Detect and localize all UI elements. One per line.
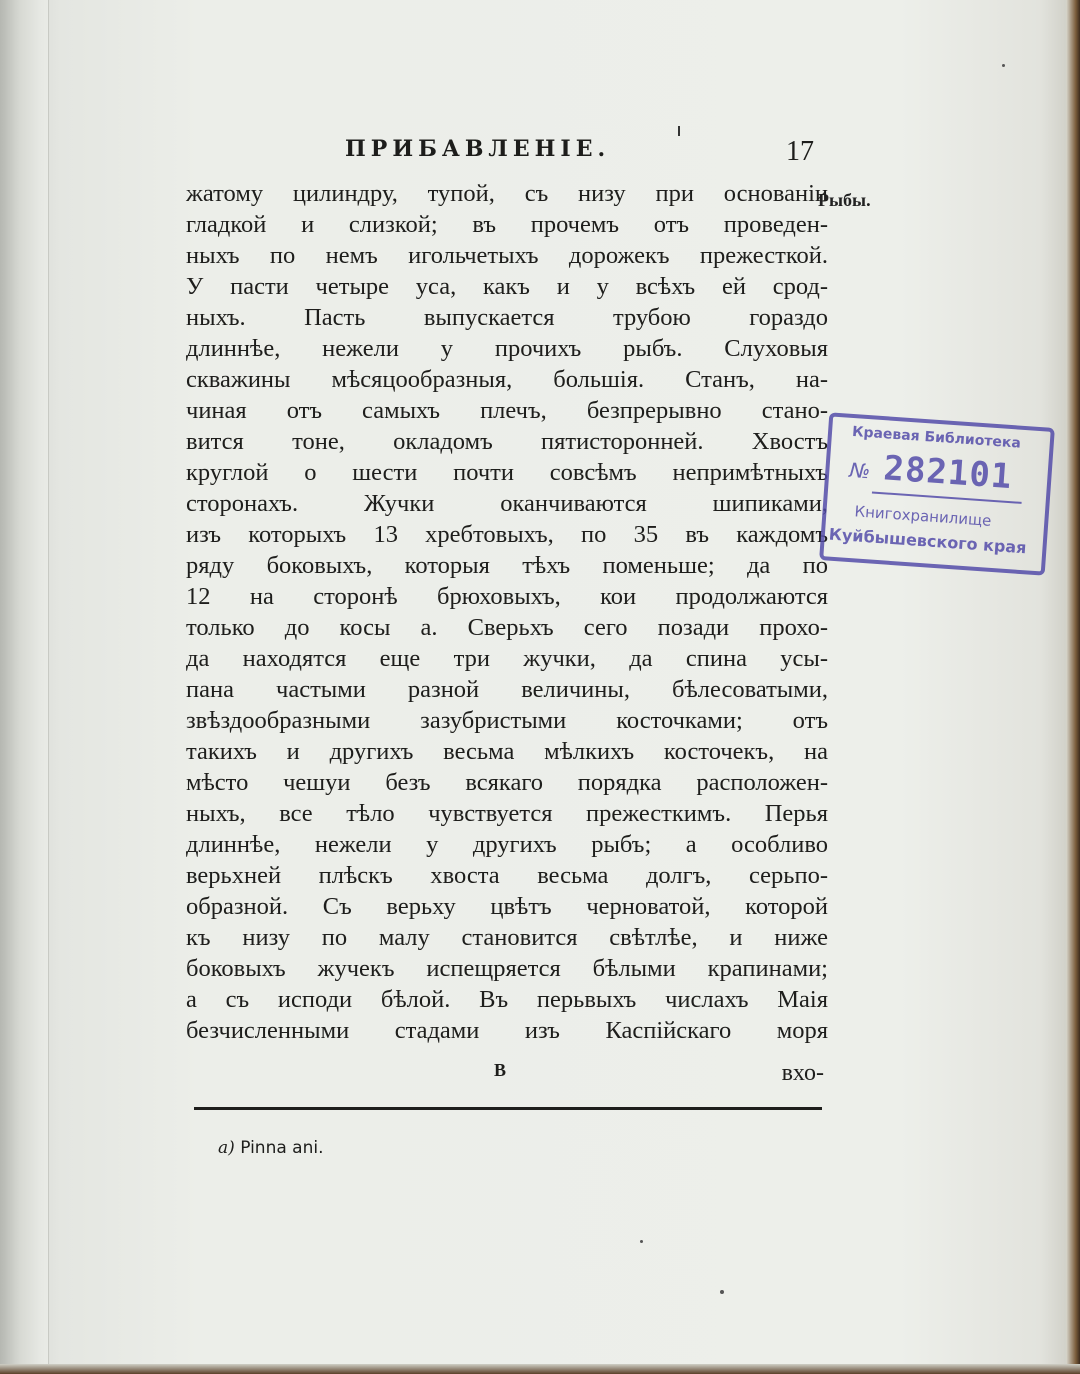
stamp-depository: Книгохранилище [853, 502, 992, 530]
footnote [218, 1138, 323, 1158]
text-line: только до косы a. Сверьхъ сего позади прохо- [186, 614, 828, 641]
text-line: а съ исподи бѣлой. Въ перьвыхъ числахъ Маія [186, 986, 828, 1013]
text-line: къ низу по малу становится свѣтлѣе, и ниже [186, 924, 828, 951]
footnote-text: Pinna ani. [240, 1138, 324, 1158]
text-line: ныхъ. Пасть выпускается трубою гораздо [186, 304, 828, 331]
margin-note: Рыбы. [818, 190, 871, 210]
stamp-number-label: № [848, 457, 872, 484]
text-line: безчисленными стадами изъ Каспійскаго моря [186, 1017, 828, 1044]
print-mark [678, 126, 680, 136]
text-line: образной. Съ верьху цвѣтъ черноватой, которой [186, 893, 828, 920]
catchword-row [186, 1060, 828, 1090]
text-line: длиннѣе, нежели у другихъ рыбъ; а особливо [186, 831, 828, 858]
text-line: такихъ и другихъ весьма мѣлкихъ косточекъ, на [186, 738, 828, 765]
text-line: пана частыми разной величины, бѣлесоватыми, [186, 676, 828, 703]
stamp-inventory-number: 282101 [882, 448, 1014, 498]
text-line: У пасти четыре уса, какъ и у всѣхъ ей срод- [186, 273, 828, 300]
body-text [186, 178, 828, 1046]
text-line: гладкой и слизкой; въ прочемъ отъ проведен- [186, 211, 828, 238]
text-line: вится тоне, окладомъ пятисторонней. Хвостъ [186, 428, 828, 455]
text-line: сторонахъ. Жучки оканчиваются шипиками, [186, 490, 828, 517]
signature-mark: B [494, 1060, 507, 1080]
page-edge-bottom [0, 1364, 1080, 1374]
catchword: вхо- [781, 1060, 824, 1086]
library-stamp [819, 412, 1055, 575]
text-line: боковыхъ жучекъ испещряется бѣлыми крапинами; [186, 955, 828, 982]
book-spine [0, 0, 49, 1374]
text-line: звѣздообразными зазубристыми косточками; отъ [186, 707, 828, 734]
paper-speck [640, 1240, 643, 1243]
text-line: ряду боковыхъ, которыя тѣхъ поменьше; да по [186, 552, 828, 579]
text-line: да находятся еще три жучки, да спина усы- [186, 645, 828, 672]
text-line: ныхъ по немъ игольчетыхъ дорожекъ прежесткой. [186, 242, 828, 269]
text-line: круглой о шести почти совсѣмъ непримѣтныхъ [186, 459, 828, 486]
page-number: 17 [786, 136, 814, 167]
paper-speck [720, 1290, 724, 1294]
text-line: мѣсто чешуи безъ всякаго порядка расположен- [186, 769, 828, 796]
footnote-mark: a) [218, 1138, 235, 1158]
text-line: верьхней плѣскъ хвоста весьма долгъ, серьпо- [186, 862, 828, 889]
text-line: ныхъ, все тѣло чувствуется прежесткимъ. Перья [186, 800, 828, 827]
paper-speck [1002, 64, 1005, 67]
stamp-region: Куйбышевского края [828, 524, 1028, 558]
text-line: жатому цилиндру, тупой, съ низу при основаніи [186, 180, 828, 207]
text-line: скважины мѣсяцообразныя, большія. Станъ, на- [186, 366, 828, 393]
text-line: длиннѣе, нежели у прочихъ рыбъ. Слуховыя [186, 335, 828, 362]
text-line: чиная отъ самыхъ плечъ, безпрерывно стано- [186, 397, 828, 424]
text-line: 12 на сторонѣ брюховыхъ, кои продолжаются [186, 583, 828, 610]
stamp-library-name: Краевая Библиотека [851, 423, 1022, 452]
footnote-rule [194, 1107, 822, 1110]
running-header: ПРИБАВЛЕНІЕ. [345, 136, 611, 162]
page-edge-right [1066, 0, 1080, 1374]
text-line: изъ которыхъ 13 хребтовыхъ, по 35 въ каждомъ [186, 521, 828, 548]
